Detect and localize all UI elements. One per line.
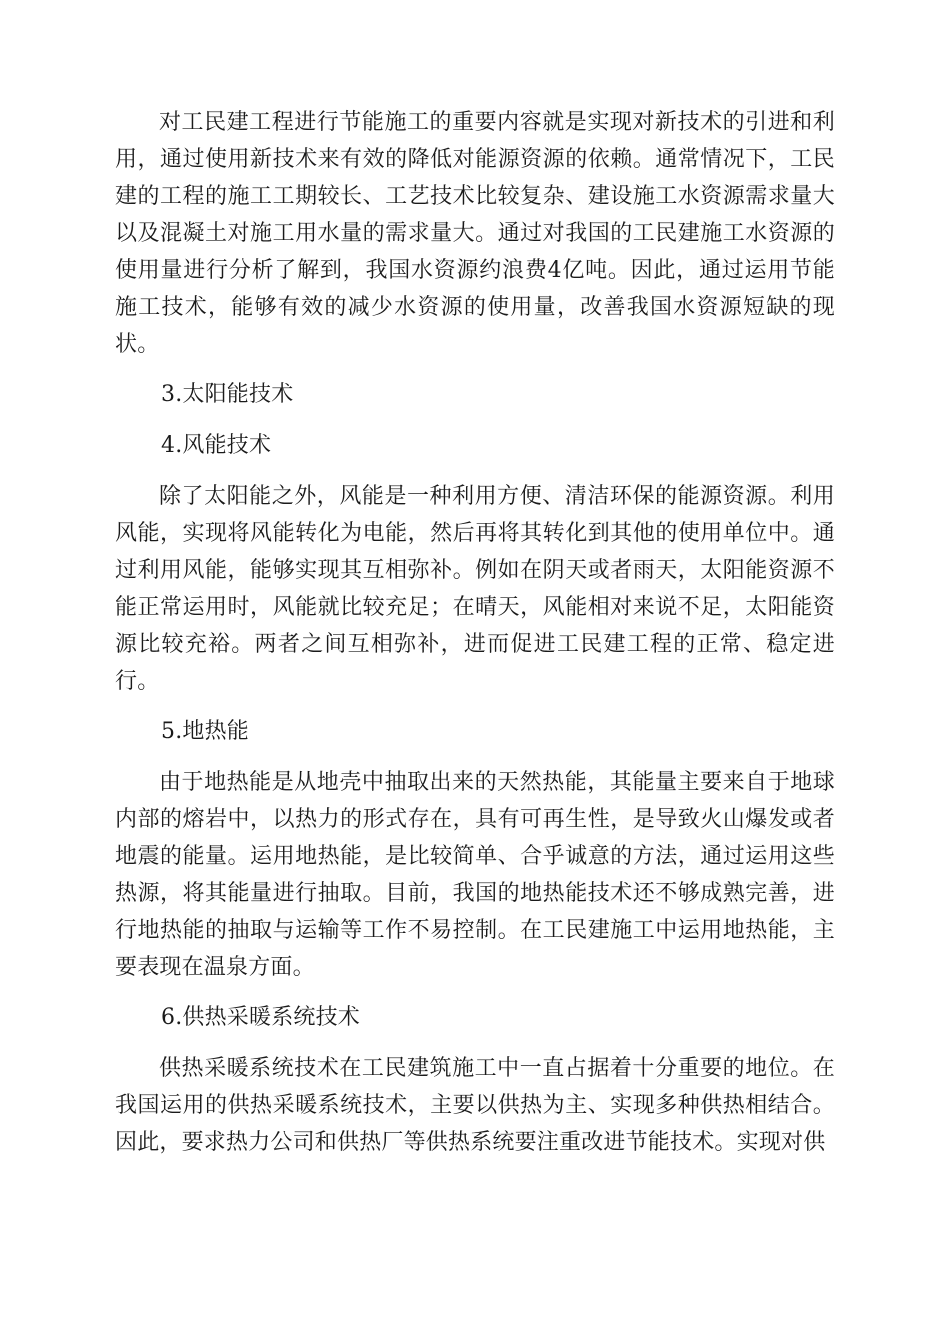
paragraph-water-saving: 对工民建工程进行节能施工的重要内容就是实现对新技术的引进和利用，通过使用新技术来有效的降低对能源资源的依赖。通常情况下，工民建的工程的施工工期较长、工艺技术比较复杂、建设施工水资源需求量大以及混凝土对施工用水量的需求量大。通过对我国的工民建施工水资源的使用量进行分析了解到，我国水资源约浪费4亿吨。因此，通过运用节能施工技术，能够有效的减少水资源的使用量，改善我国水资源短缺的现状。 xyxy=(115,110,835,357)
heading-solar-energy: 3.太阳能技术 xyxy=(161,382,294,407)
heading-heating-system: 6.供热采暖系统技术 xyxy=(161,1005,360,1030)
document-page xyxy=(115,104,835,1174)
paragraph-wind-energy: 除了太阳能之外，风能是一种利用方便、清洁环保的能源资源。利用风能，实现将风能转化为电能，然后再将其转化到其他的使用单位中。通过利用风能，能够实现其互相弥补。例如在阴天或者雨天，太阳能资源不能正常运用时，风能就比较充足；在晴天，风能相对来说不足，太阳能资源比较充裕。两者之间互相弥补，进而促进工民建工程的正常、稳定进行。 xyxy=(115,484,835,694)
paragraph-heating-system: 供热采暖系统技术在工民建筑施工中一直占据着十分重要的地位。在我国运用的供热采暖系统技术，主要以供热为主、实现多种供热相结合。因此，要求热力公司和供热厂等供热系统要注重改进节能技术。实现对供 xyxy=(115,1056,835,1155)
heading-geothermal: 5.地热能 xyxy=(161,719,249,744)
heading-wind-energy: 4.风能技术 xyxy=(161,433,272,458)
paragraph-geothermal: 由于地热能是从地壳中抽取出来的天然热能，其能量主要来自于地球内部的熔岩中，以热力的形式存在，具有可再生性，是导致火山爆发或者地震的能量。运用地热能，是比较简单、合乎诚意的方法，通过运用这些热源，将其能量进行抽取。目前，我国的地热能技术还不够成熟完善，进行地热能的抽取与运输等工作不易控制。在工民建施工中运用地热能，主要表现在温泉方面。 xyxy=(115,770,835,980)
